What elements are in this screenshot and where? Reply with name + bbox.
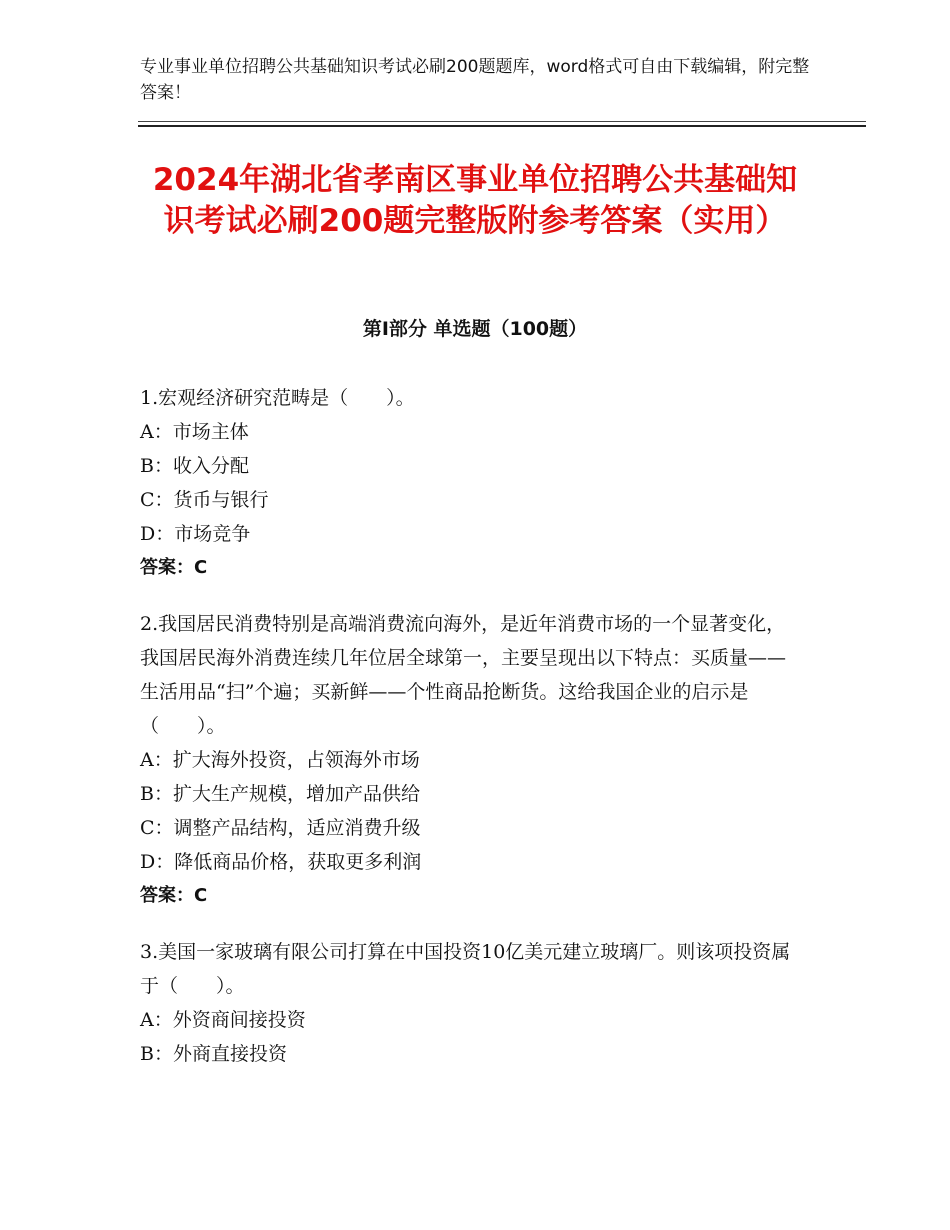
header-divider-thick xyxy=(138,125,866,127)
option-b: B：收入分配 xyxy=(140,455,249,477)
document-title: 2024年湖北省孝南区事业单位招聘公共基础知识考试必刷200题完整版附参考答案（实用） xyxy=(152,162,798,239)
option-c: C：调整产品结构，适应消费升级 xyxy=(140,817,421,839)
option-d: D：降低商品价格，获取更多利润 xyxy=(140,851,422,873)
option-b: B：外商直接投资 xyxy=(140,1043,287,1065)
question-list xyxy=(140,381,800,1093)
option-a: A：外资商间接投资 xyxy=(140,1009,306,1031)
section-heading: 第Ⅰ部分 单选题（100题） xyxy=(362,318,588,340)
answer-line: 答案：C xyxy=(140,557,208,578)
question-stem: 1.宏观经济研究范畴是（ ）。 xyxy=(140,387,415,409)
header-divider xyxy=(138,121,866,122)
question-item xyxy=(140,381,800,585)
question-stem: 2.我国居民消费特别是高端消费流向海外，是近年消费市场的一个显著变化，我国居民海外消费连续几年位居全球第一，主要呈现出以下特点：买质量——生活用品“扫”个遍；买新鲜——个性商品抢断货。这给我国企业的启示是（ ）。 xyxy=(140,613,787,737)
option-c: C：货币与银行 xyxy=(140,489,269,511)
option-b: B：扩大生产规模，增加产品供给 xyxy=(140,783,420,805)
option-d: D：市场竞争 xyxy=(140,523,251,545)
question-item xyxy=(140,607,800,913)
question-item xyxy=(140,935,800,1071)
header-note: 专业事业单位招聘公共基础知识考试必刷200题题库，word格式可自由下载编辑，附完整答案！ xyxy=(140,57,810,103)
option-a: A：扩大海外投资，占领海外市场 xyxy=(140,749,420,771)
option-a: A：市场主体 xyxy=(140,421,249,443)
question-stem: 3.美国一家玻璃有限公司打算在中国投资10亿美元建立玻璃厂。则该项投资属于（ ）。 xyxy=(140,941,791,997)
answer-line: 答案：C xyxy=(140,885,208,906)
